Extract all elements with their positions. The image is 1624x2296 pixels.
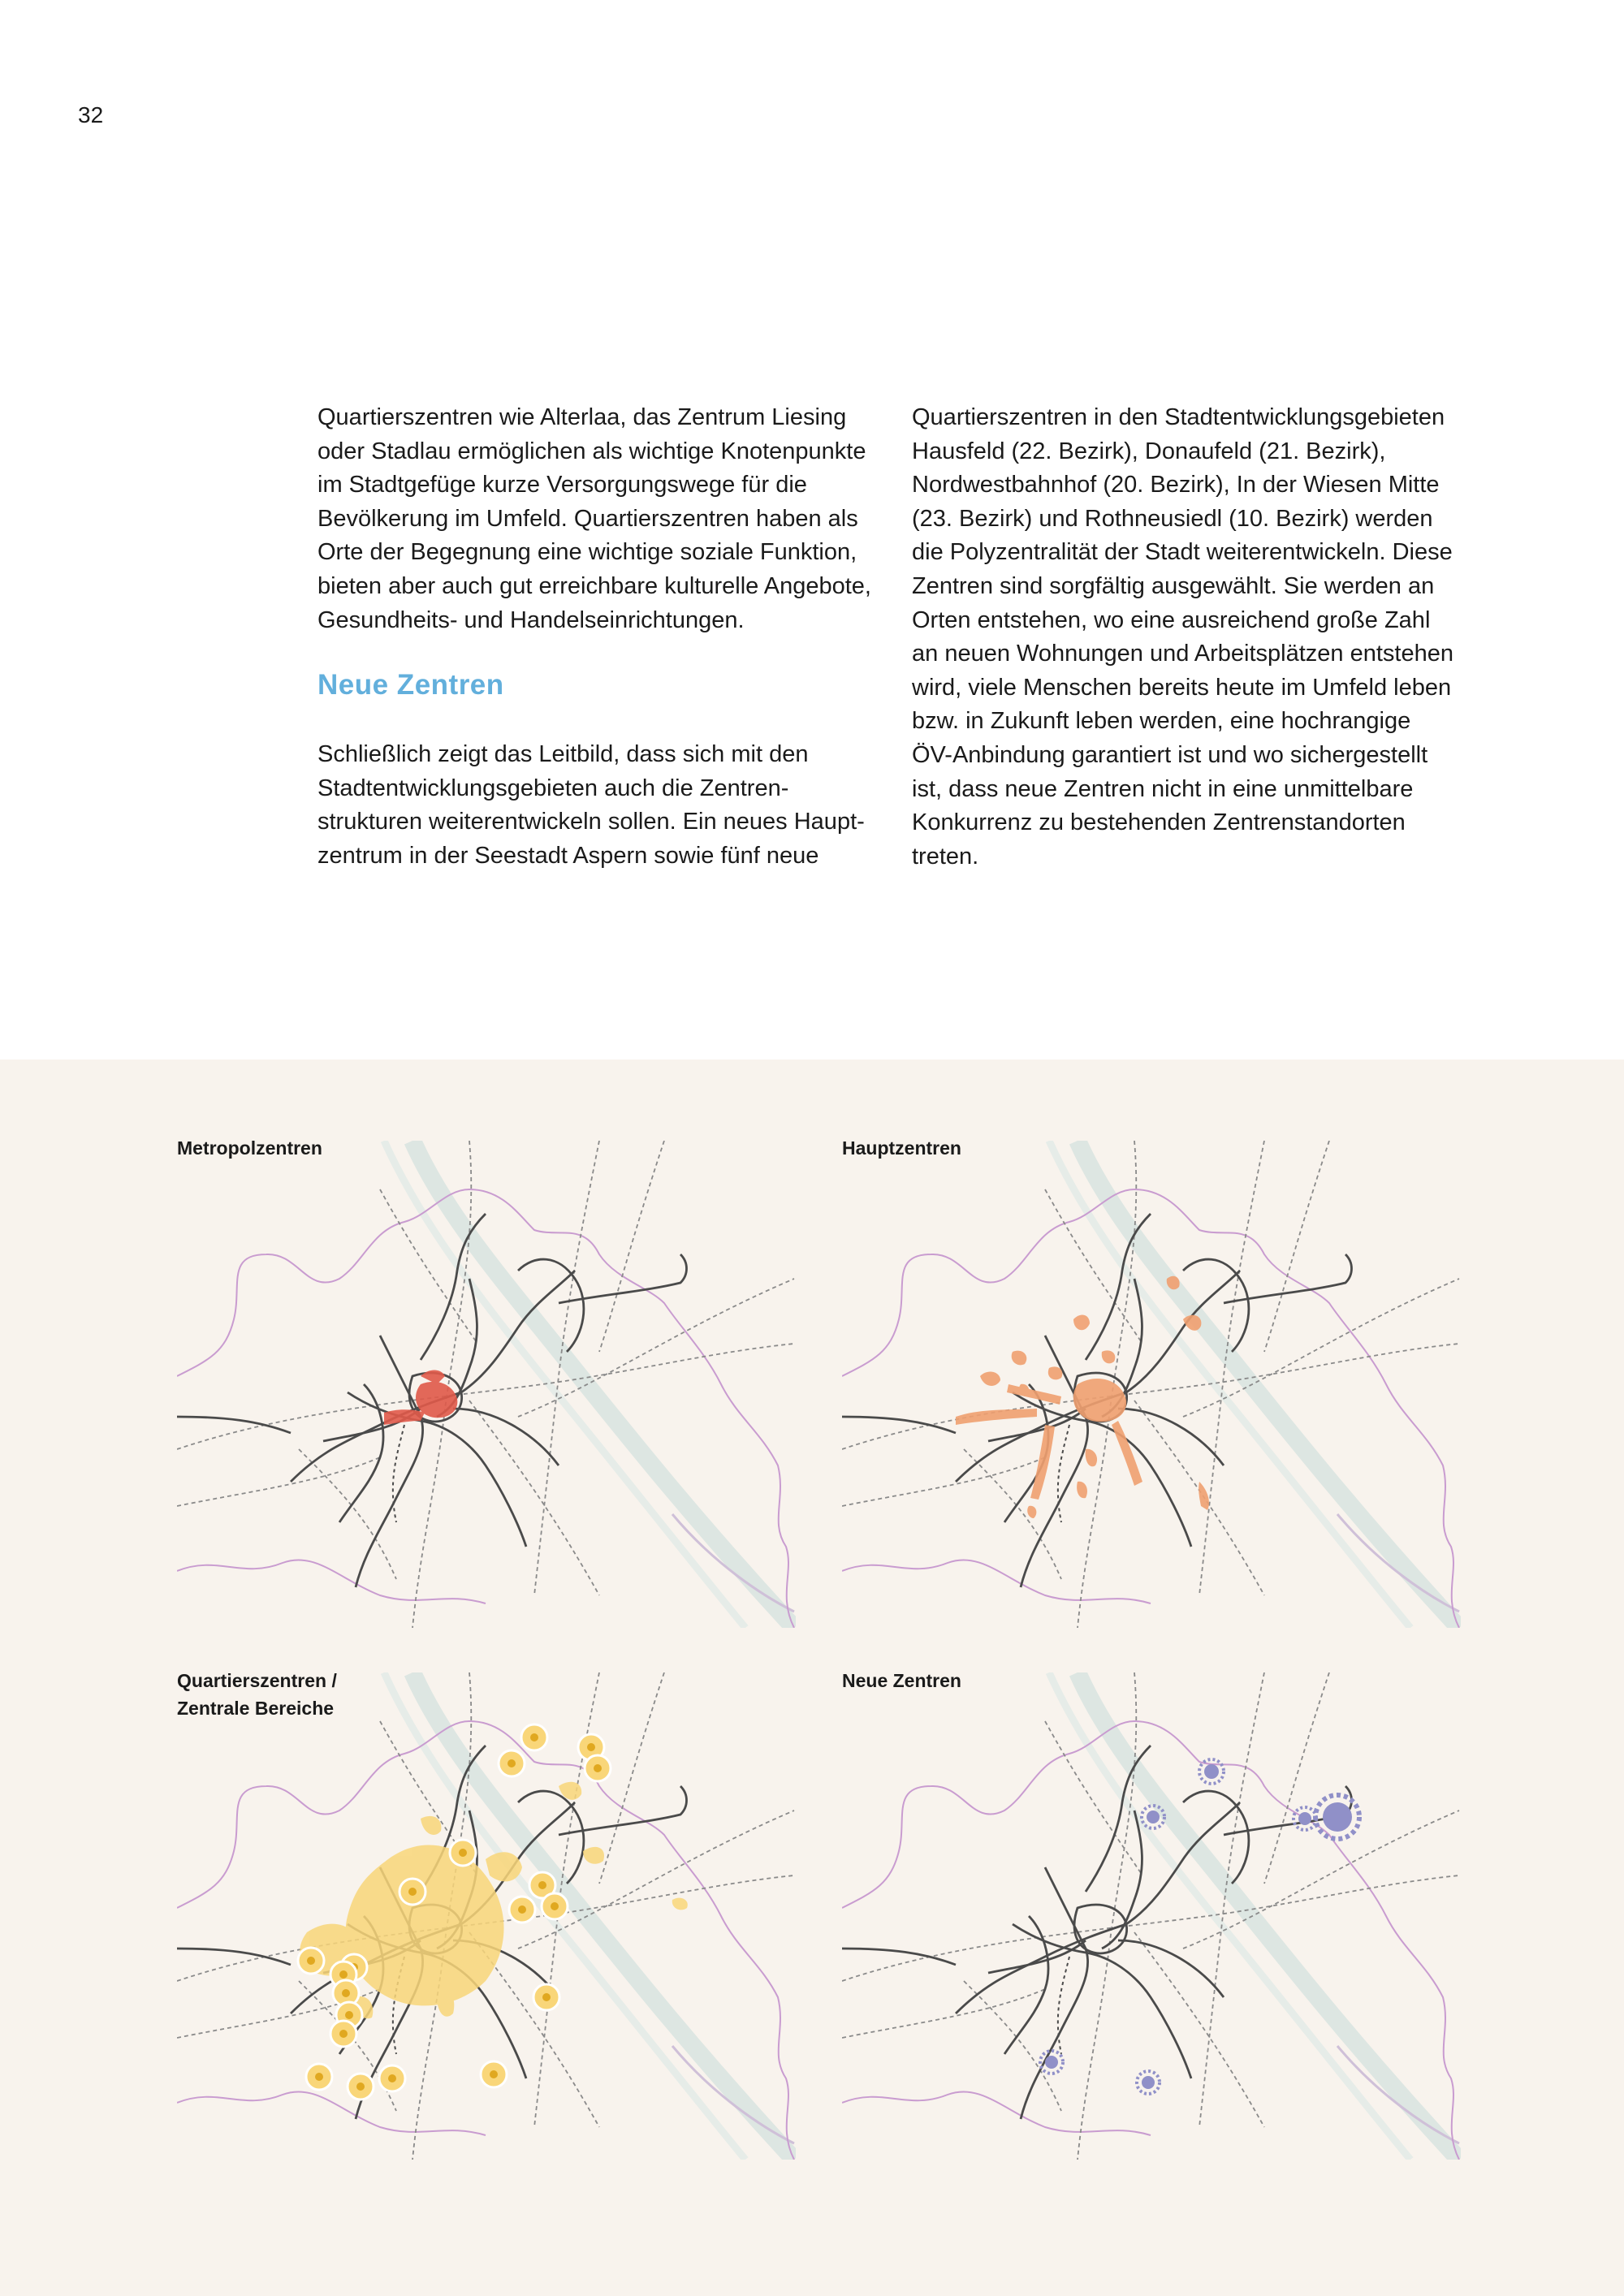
section-heading: Neue Zentren — [317, 669, 504, 701]
map-label-metropolzentren: Metropolzentren — [177, 1137, 322, 1159]
page-number: 32 — [78, 102, 104, 127]
right-text-column — [912, 401, 1480, 874]
map-quartierszentren — [177, 1672, 796, 2160]
map-label-quartierszentren: Quartierszentren / Zentrale Bereiche — [177, 1670, 337, 1719]
map-metropolzentren — [177, 1141, 796, 1628]
map-hauptzentren — [842, 1141, 1461, 1628]
left-text-column — [317, 401, 878, 874]
neue-zentren-markers — [1040, 1759, 1359, 2094]
metropol-highlight — [384, 1370, 457, 1426]
paragraph-continuation: Quartierszentren in den Stadtentwicklungsgebieten Hausfeld (22. Bezirk), Donaufeld (21. Bezirk), Nordwestbahnhof (20. Bezirk), In der Wiesen Mitte (23. Bezirk) und Rothneusiedl (10. Bezirk) werden die Polyzentralität der Stadt weiterentwickeln. Diese Zentren sind sorgfältig ausgewählt. Sie werden an Orten entstehen, wo eine ausreichend große Zahl an neuen Wohnungen und Arbeitsplätzen entstehen wird, viele Menschen bereits heute im Umfeld leben bzw. in Zukunft leben werden, eine hochrangige ÖV-Anbindung garantiert ist und wo sichergestellt ist, dass neue Zentren nicht in eine unmittelbare Konkurrenz zu bestehenden Zentrenstandorten treten. — [912, 404, 1453, 870]
paragraph-quartierszentren: Quartierszentren wie Alterlaa, das Zentrum Liesing oder Stadlau ermöglichen als wichtige Knotenpunkte im Stadtgefüge kurze Versorgungswege für die Bevölkerung im Umfeld. Quartierszentren haben als Orte der Begegnung eine wichtige soziale Funktion, bieten aber auch gut erreichbare kulturelle Angebote, Gesundheits- und Handelseinrichtungen. — [317, 404, 871, 633]
map-neue-zentren — [842, 1672, 1461, 2160]
paragraph-neue-zentren: Schließlich zeigt das Leitbild, dass sich mit den Stadtentwicklungsgebieten auch die Zentren- strukturen weiterentwickeln sollen. Ein neues Haupt- zentrum in der Seestadt Aspern sowie fünf neue — [317, 741, 865, 869]
haupt-highlight — [956, 1276, 1209, 1518]
map-label-neue-zentren: Neue Zentren — [842, 1670, 961, 1691]
map-label-hauptzentren: Hauptzentren — [842, 1137, 961, 1159]
